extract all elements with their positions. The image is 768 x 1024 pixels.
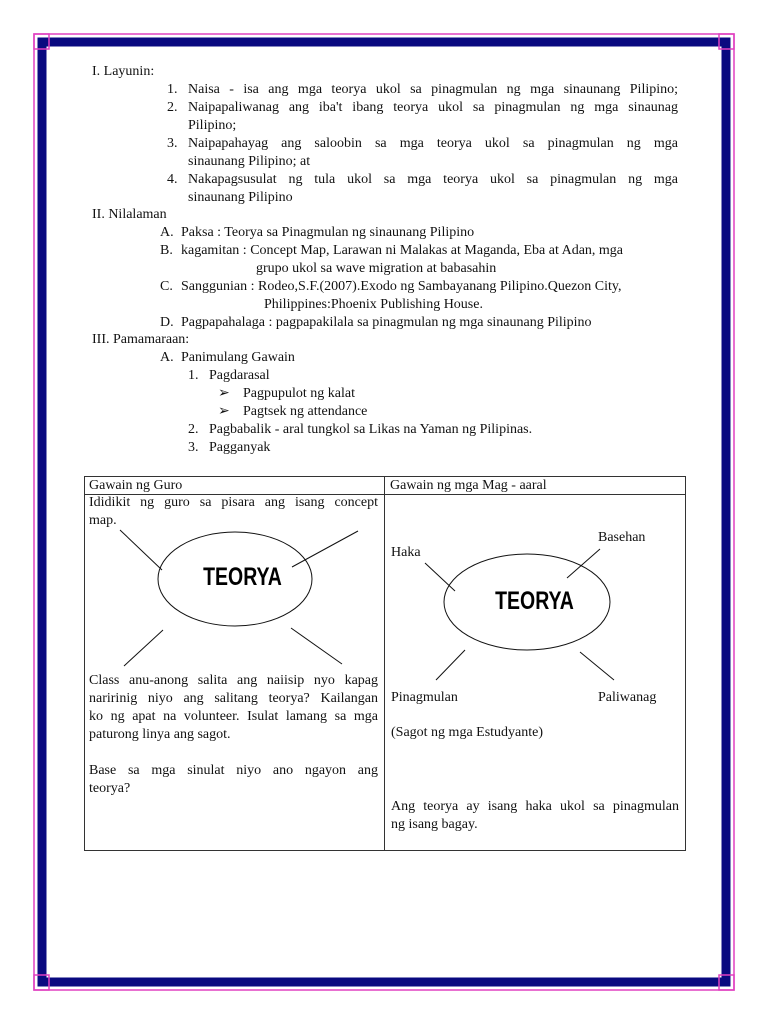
content-text: Paksa : Teorya sa Pinagmulan ng sinaunang Pilipino bbox=[181, 225, 475, 240]
table-header-students: Gawain ng mga Mag - aaral bbox=[390, 478, 547, 493]
teacher-text: ko ng apat na volunteer. Isulat lamang sa mga bbox=[89, 709, 378, 724]
item-number: 3. bbox=[167, 136, 178, 151]
objective-text: Naipapahayag ang saloobin sa mga teorya ukol sa pinagmulan ng mga bbox=[188, 136, 678, 151]
item-number: 4. bbox=[167, 172, 178, 187]
section-heading: I. Layunin: bbox=[92, 64, 155, 79]
item-letter: B. bbox=[160, 243, 173, 258]
student-answer: Ang teorya ay isang haka ukol sa pinagmulan bbox=[391, 799, 679, 814]
map-label: Haka bbox=[391, 545, 421, 560]
concept-map-center-label: TEORYA bbox=[203, 563, 282, 591]
teacher-text: map. bbox=[89, 513, 117, 528]
objective-text: sinaunang Pilipino bbox=[188, 190, 293, 205]
content-text: kagamitan : Concept Map, Larawan ni Malakas at Maganda, Eba at Adan, mga bbox=[181, 243, 624, 258]
teacher-text: Base sa mga sinulat niyo ano ngayon ang bbox=[89, 763, 378, 778]
content-text: grupo ukol sa wave migration at babasahin bbox=[256, 261, 497, 276]
content-text: Panimulang Gawain bbox=[181, 350, 295, 365]
content-text: Sanggunian : Rodeo,S.F.(2007).Exodo ng Sambayanang Pilipino.Quezon City, bbox=[181, 279, 622, 294]
objective-text: sinaunang Pilipino; at bbox=[188, 154, 311, 169]
step-text: Pagdarasal bbox=[209, 368, 270, 383]
item-letter: A. bbox=[160, 225, 174, 240]
objective-text: Nakapagsusulat ng tula ukol sa mga teorya ukol sa pinagmulan ng mga bbox=[188, 172, 678, 187]
teacher-text: naririnig niyo ang salitang teorya? Kailangan bbox=[89, 691, 378, 706]
item-number: 1. bbox=[167, 82, 178, 97]
objective-text: Naisa - isa ang mga teorya ukol sa pinagmulan ng mga sinaunang Pilipino; bbox=[188, 82, 678, 97]
section-heading: II. Nilalaman bbox=[92, 207, 167, 222]
table-header-teacher: Gawain ng Guro bbox=[89, 478, 183, 493]
bullet-text: Pagtsek ng attendance bbox=[243, 404, 368, 419]
teacher-text: teorya? bbox=[89, 781, 131, 796]
item-letter: D. bbox=[160, 315, 174, 330]
teacher-text: paturong linya ang sagot. bbox=[89, 727, 231, 742]
teacher-concept-map bbox=[120, 530, 358, 666]
item-number: 3. bbox=[188, 440, 199, 455]
content-text: Philippines:Phoenix Publishing House. bbox=[264, 297, 483, 312]
item-letter: C. bbox=[160, 279, 173, 294]
arrow-bullet-icon: ➢ bbox=[218, 404, 230, 419]
section-heading: III. Pamamaraan: bbox=[92, 332, 190, 347]
map-label: Pinagmulan bbox=[391, 690, 458, 705]
map-label: Basehan bbox=[598, 530, 646, 545]
arrow-bullet-icon: ➢ bbox=[218, 386, 230, 401]
step-text: Pagbabalik - aral tungkol sa Likas na Yaman ng Pilipinas. bbox=[209, 422, 533, 437]
teacher-text: Class anu-anong salita ang naiisip nyo kapag bbox=[89, 673, 378, 688]
map-label: Paliwanag bbox=[598, 690, 657, 705]
objective-text: Naipapaliwanag ang iba't ibang teorya ukol sa pinagmulan ng mga sinaunag bbox=[188, 100, 678, 115]
item-number: 1. bbox=[188, 368, 199, 383]
step-text: Pagganyak bbox=[209, 440, 271, 455]
objective-text: Pilipino; bbox=[188, 118, 237, 133]
item-letter: A. bbox=[160, 350, 174, 365]
bullet-text: Pagpupulot ng kalat bbox=[243, 386, 355, 401]
item-number: 2. bbox=[188, 422, 199, 437]
content-text: Pagpapahalaga : pagpapakilala sa pinagmulan ng mga sinaunang Pilipino bbox=[181, 315, 592, 330]
student-answer: ng isang bagay. bbox=[391, 817, 478, 832]
lesson-table bbox=[84, 476, 686, 851]
item-number: 2. bbox=[167, 100, 178, 115]
concept-map-center-label: TEORYA bbox=[495, 587, 574, 615]
teacher-text: Ididikit ng guro sa pisara ang isang concept bbox=[89, 495, 378, 510]
student-note: (Sagot ng mga Estudyante) bbox=[391, 725, 544, 740]
